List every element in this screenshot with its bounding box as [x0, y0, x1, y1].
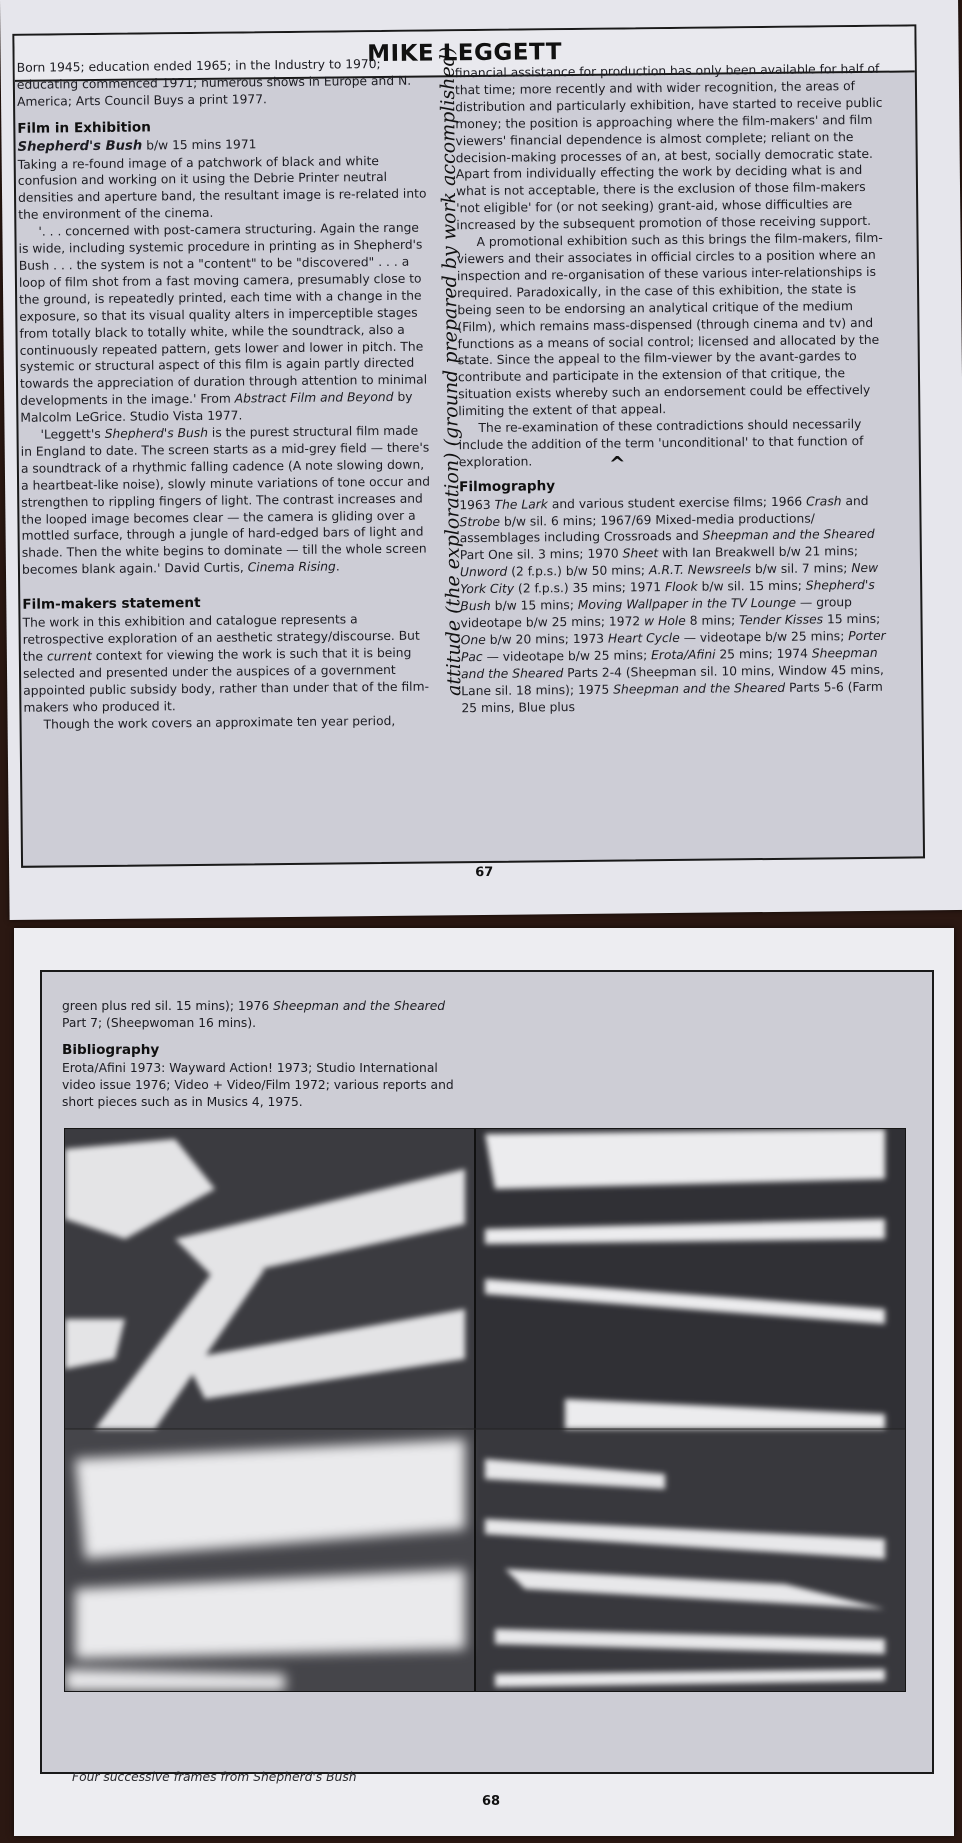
statement-para-1: financial assistance for production has only been available for half of that time; more recently and with wider recognition, the areas of distribution and particularly exhibition, have started to receive public money; the position is approaching where the film-makers' and film viewers' financial dependence is almost complete; reliant on the decision-making processes of an, at best, socially democratic state. Apart from individually effecting the work by deciding what is and what is not acceptable, there is the exclusion of those film-makers 'not eligible' for (or not seeking) grant-aid, whose difficulties are increased by the subsequent promotion of those receiving support. [454, 61, 883, 233]
filmography-text: — videotape b/w 25 mins; [482, 648, 652, 664]
quote-legrice: '. . . concerned with post-camera structuring. Again the range is wide, including systemic procedure in printing as in Shepherd's Bush . . . the system is not a "content" to be "discovered" . . . a loop of film shot from a fast moving camera, presumably close to the ground, is repeatedly printed, each time with a change in the exposure, so that its visual quality alters in imperceptible stages from totally black to totally white, while the soundtrack, also a continuously repeated pattern, gets lower and lower in pitch. The systemic or structural aspect of this film is again partly directed towards the appreciation of duration through attention to minimal developments in the image.' From Abstract Film and Beyond by Malcolm LeGrice. Studio Vista 1977. [18, 220, 428, 425]
filmography-text: b/w sil. 15 mins; [697, 578, 806, 594]
statement-continued: Though the work covers an approximate ten year period, [43, 713, 396, 732]
filmography-heading: Filmography [459, 477, 556, 495]
quote-curtis-source: Cinema Rising [247, 559, 336, 575]
filmography-text: b/w 20 mins; 1973 [485, 631, 609, 647]
filmography-text: (2 f.p.s.) b/w 50 mins; [507, 563, 649, 580]
right-column [455, 61, 890, 717]
statement-para-3: The re-examination of these contradictions should necessarily include the addition of the term 'unconditional' to that function of exploration. [458, 417, 864, 470]
filmography-text: b/w sil. 7 mins; [750, 561, 852, 577]
filmography-text: and [841, 493, 869, 508]
filmography-text: 25 mins; 1974 [715, 646, 812, 662]
filmography-continuation: green plus red sil. 15 mins); 1976 Sheepman and the Sheared Part 7; (Sheepwoman 16 mins). [62, 999, 446, 1030]
film-meta: b/w 15 mins 1971 [146, 136, 257, 153]
film-in-exhibition-heading: Film in Exhibition [17, 119, 151, 137]
photo-caption: Four successive frames from Shepherd's Bush [72, 1770, 357, 1784]
film-frames-photo [64, 1128, 906, 1692]
bio-text: Born 1945; education ended 1965; in the Industry to 1970; educating commenced 1971; numerous shows in Europe and N. America; Arts Council Buys a print 1977. [16, 57, 412, 109]
page-number: 67 [475, 864, 494, 881]
filmography-text: b/w 15 mins; [490, 598, 578, 613]
filmography-title: Erota/Afini [651, 647, 716, 663]
filmography-text: with Ian Breakwell b/w 21 mins; [658, 544, 859, 561]
filmography-text: Part One sil. 3 mins; 1970 [459, 546, 623, 563]
film-title: Shepherd's Bush [17, 138, 143, 155]
left-column [17, 56, 434, 734]
filmography-title: Tender Kisses [739, 612, 824, 628]
filmography-text: 1963 [459, 497, 495, 512]
filmography-title: The Lark [494, 496, 548, 512]
statement-para-2: A promotional exhibition such as this brings the film-makers, film-viewers and their associates in official circles to a position where an inspection and re-organisation of these various inter-relationships is required. Paradoxically, in the case of this exhibition, the state is being seen to be endorsing an analytical critique of the medium (Film), which remains mass-dispensed (through cinema and tv) and functions as a means of social control; licensed and allocated by the state. Since the appeal to the film-viewer by the avant-gardes to contribute and participate in the extension of that critique, the situation exists whereby such an endorsement could be effectively limiting the extent of that appeal. [456, 230, 883, 419]
quote-legrice-source: Abstract Film and Beyond [234, 390, 394, 406]
quote-curtis: 'Leggett's Shepherd's Bush is the purest structural film made in England to date. The screen starts as a mid-grey field — there's a soundtrack of a rhythmic falling cadence (A note slowing down, a heartbeat-like noise), slowly minute variations of tone occur and strengthen to rippling fingers of light. The contrast increases and the looped image becomes clear — the camera is gliding over a mottled surface, through a jungle of hard-edged bars of light and shade. Then the white begins to dominate — till the whole screen becomes blank again.' David Curtis, Cinema Rising. [20, 423, 431, 578]
filmography-text: 8 mins; [685, 613, 740, 628]
filmography-title: Unword [459, 565, 508, 580]
page-title: MIKE LEGGETT [367, 39, 563, 68]
filmography-title: Flook [664, 579, 698, 595]
filmography-title: Sheepman and the Sheared [702, 527, 875, 544]
catalogue-page-68 [14, 928, 954, 1836]
filmography-title: w Hole [644, 613, 686, 629]
filmography-text: — group videotape b/w 25 mins; 1972 [460, 595, 852, 631]
statement-heading: Film-makers statement [22, 595, 201, 613]
filmography-title: One [460, 632, 486, 648]
filmography-title: Sheepman and the Sheared [461, 645, 878, 681]
filmography-title: A.R.T. Newsreels [648, 562, 752, 578]
filmography-title: Moving Wallpaper in the TV Lounge [577, 595, 797, 613]
filmography-title: New York City [460, 561, 879, 597]
filmography-title: Sheet [622, 546, 659, 561]
filmography-text: Parts 2-4 (Sheepman sil. 10 mins, Window 45 mins, Lane sil. 18 mins); 1975 [461, 662, 884, 698]
filmography-title: Heart Cycle [607, 630, 680, 646]
filmography-text: b/w sil. 6 mins; 1967/69 Mixed-media productions/ assemblages including Crossroads and [459, 511, 815, 546]
filmography-title: Sheepman and the Sheared [613, 680, 786, 697]
filmography-text: Parts 5-6 (Farm 25 mins, Blue plus [461, 679, 883, 715]
bibliography-heading: Bibliography [62, 1041, 160, 1058]
statement-text: The work in this exhibition and catalogue represents a retrospective exploration of an aesthetic strategy/discourse. But the current context for viewing the work is such that it is being selected and presented under the auspices of a government appointed public subsidy body, rather than under that of the film-makers who produced it. [22, 612, 430, 715]
page-68-text [62, 998, 462, 1110]
bibliography-text: Erota/Afini 1973: Wayward Action! 1973; Studio International video issue 1976; Video + Video/Film 1972; various reports and short pieces such as in Musics 4, 1975. [62, 1060, 454, 1109]
page-number: 68 [482, 1794, 501, 1809]
catalogue-page-67 [0, 0, 962, 920]
filmography-text: and various student exercise films; 1966 [547, 494, 807, 511]
filmography-text: 15 mins; [822, 611, 881, 627]
filmography-title: Crash [806, 493, 842, 509]
caret-mark-icon: ^ [608, 451, 626, 476]
filmography-title: Shepherd's Bush [460, 578, 875, 614]
filmography-text: (2 f.p.s.) 35 mins; 1971 [513, 580, 666, 596]
film-description: Taking a re-found image of a patchwork of black and white confusion and working on it using the Debrie Printer neutral densities and aperture band, the resultant image is re-related into the environment of the cinema. [17, 153, 427, 223]
filmography-title: Strobe [459, 514, 501, 529]
filmography-title: Porter Pac [460, 628, 886, 665]
filmography-list [459, 492, 889, 716]
handwritten-annotation: attitude (the exploration) (ground prepared by work accomplished) [436, 46, 466, 696]
filmography-text: — videotape b/w 25 mins; [679, 629, 849, 645]
